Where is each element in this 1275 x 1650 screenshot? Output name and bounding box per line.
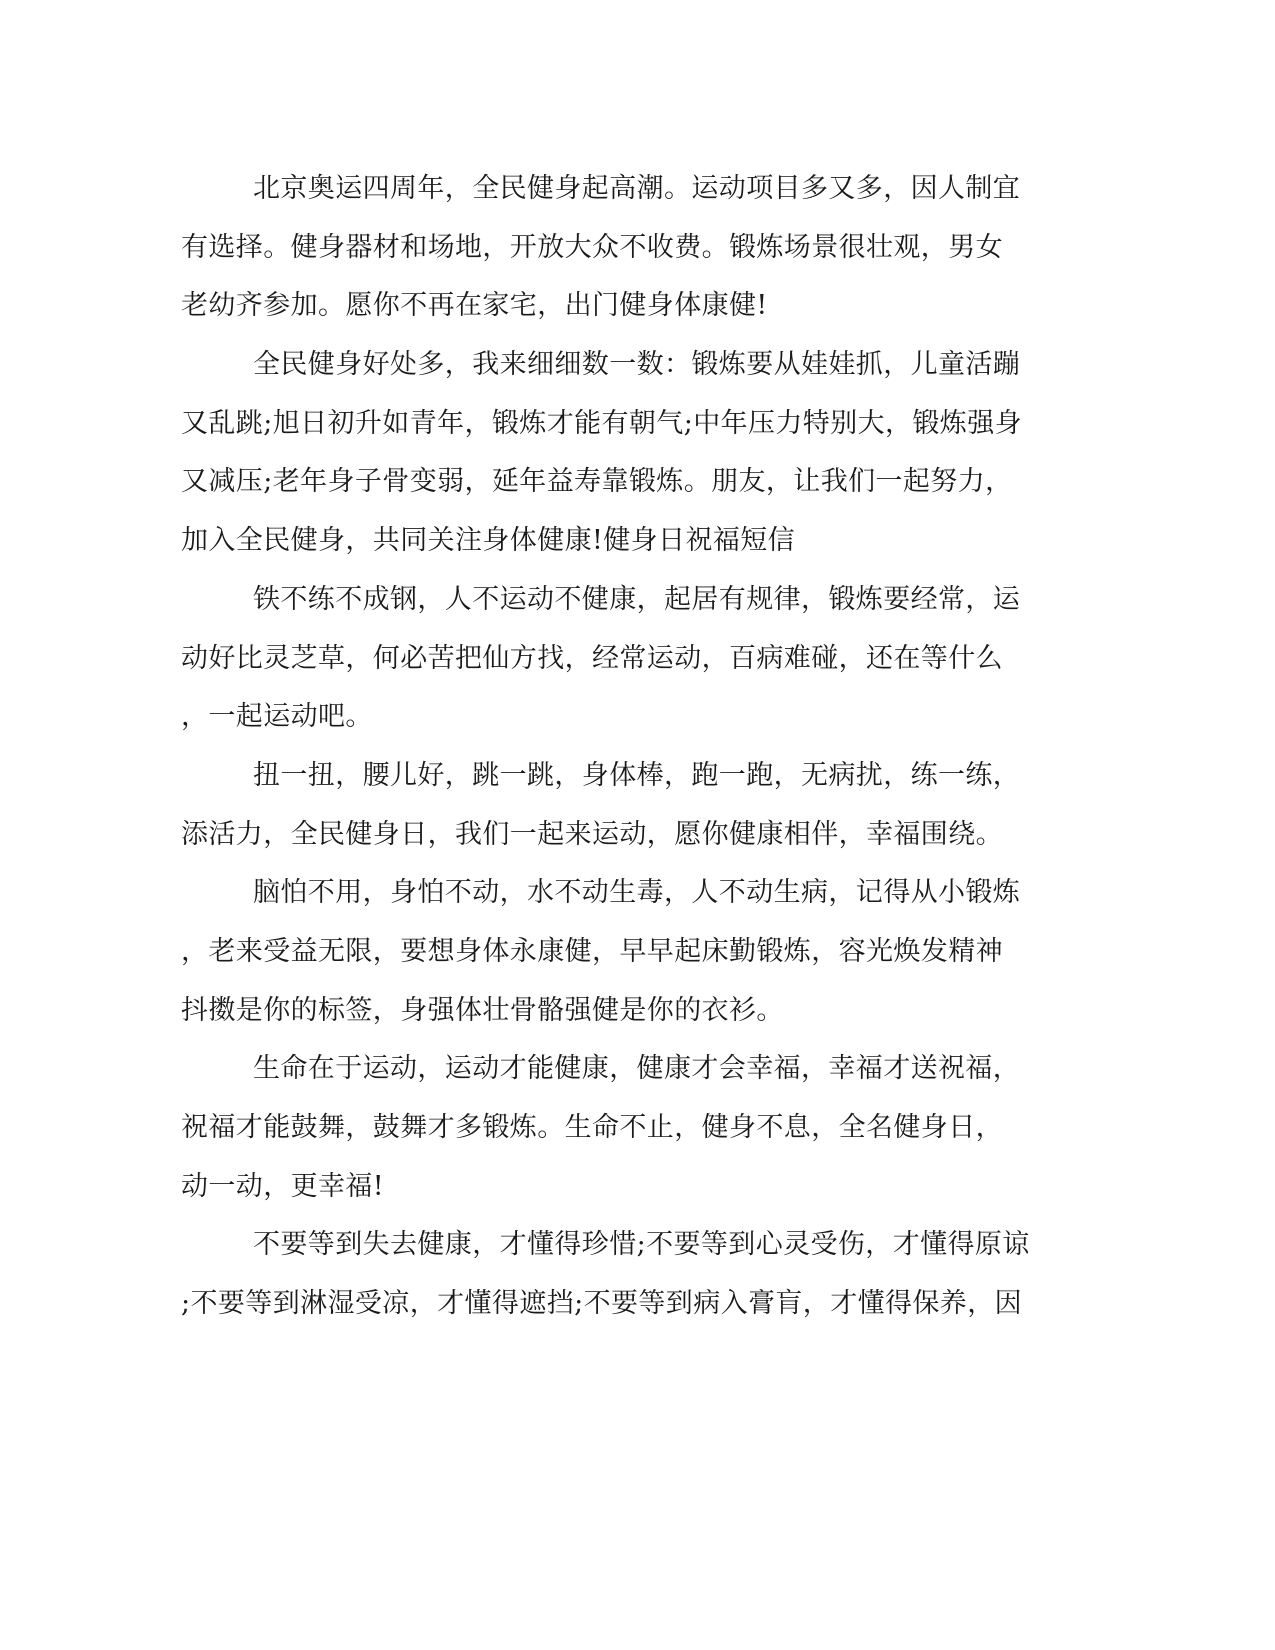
text-line: 又乱跳;旭日初升如青年，锻炼才能有朝气;中年压力特别大，锻炼强身 xyxy=(181,407,1022,439)
text-line: 铁不练不成钢，人不运动不健康，起居有规律，锻炼要经常，运 xyxy=(253,583,1021,615)
text-line: 北京奥运四周年，全民健身起高潮。运动项目多又多，因人制宜 xyxy=(253,173,1021,204)
text-line: ，一起运动吧。 xyxy=(181,701,373,733)
paragraph-4 xyxy=(181,747,1061,864)
paragraph-6 xyxy=(181,1040,1061,1216)
text-line: 祝福才能鼓舞，鼓舞才多锻炼。生命不止，健身不息，全名健身日， xyxy=(181,1112,1003,1143)
text-line: 添活力，全民健身日，我们一起来运动，愿你健康相伴，幸福围绕。 xyxy=(181,818,1003,850)
paragraph-7 xyxy=(181,1216,1061,1333)
text-line: 不要等到失去健康，才懂得珍惜;不要等到心灵受伤，才懂得原谅 xyxy=(253,1229,1030,1261)
text-line: 老幼齐参加。愿你不再在家宅，出门健身体康健! xyxy=(181,290,768,322)
text-line: ;不要等到淋湿受凉，才懂得遮挡;不要等到病入膏肓，才懂得保养，因 xyxy=(181,1288,1022,1320)
paragraph-2 xyxy=(181,336,1061,571)
text-line: 动一动，更幸福! xyxy=(181,1170,385,1202)
text-line: 抖擞是你的标签，身强体壮骨骼强健是你的衣衫。 xyxy=(181,994,784,1026)
paragraph-1 xyxy=(181,160,1061,336)
text-line: 脑怕不用，身怕不动，水不动生毒，人不动生病，记得从小锻炼 xyxy=(253,877,1021,909)
text-line: 有选择。健身器材和场地，开放大众不收费。锻炼场景很壮观，男女 xyxy=(181,231,1003,263)
text-line: 全民健身好处多，我来细细数一数：锻炼要从娃娃抓，儿童活蹦 xyxy=(253,349,1021,381)
text-line: 生命在于运动，运动才能健康，健康才会幸福，幸福才送祝福， xyxy=(253,1053,1021,1085)
paragraph-3 xyxy=(181,571,1061,747)
text-line: 扭一扭，腰儿好，跳一跳，身体棒，跑一跑，无病扰，练一练， xyxy=(253,759,1021,791)
document-body xyxy=(181,160,1061,1334)
text-line: 动好比灵芝草，何必苦把仙方找，经常运动，百病难碰，还在等什么 xyxy=(181,642,1003,674)
text-line: ，老来受益无限，要想身体永康健，早早起床勤锻炼，容光焕发精神 xyxy=(181,935,1003,967)
paragraph-5 xyxy=(181,864,1061,1040)
text-line: 又减压;老年身子骨变弱，延年益寿靠锻炼。朋友，让我们一起努力， xyxy=(181,466,1013,498)
text-line: 加入全民健身，共同关注身体健康!健身日祝福短信 xyxy=(181,525,796,557)
